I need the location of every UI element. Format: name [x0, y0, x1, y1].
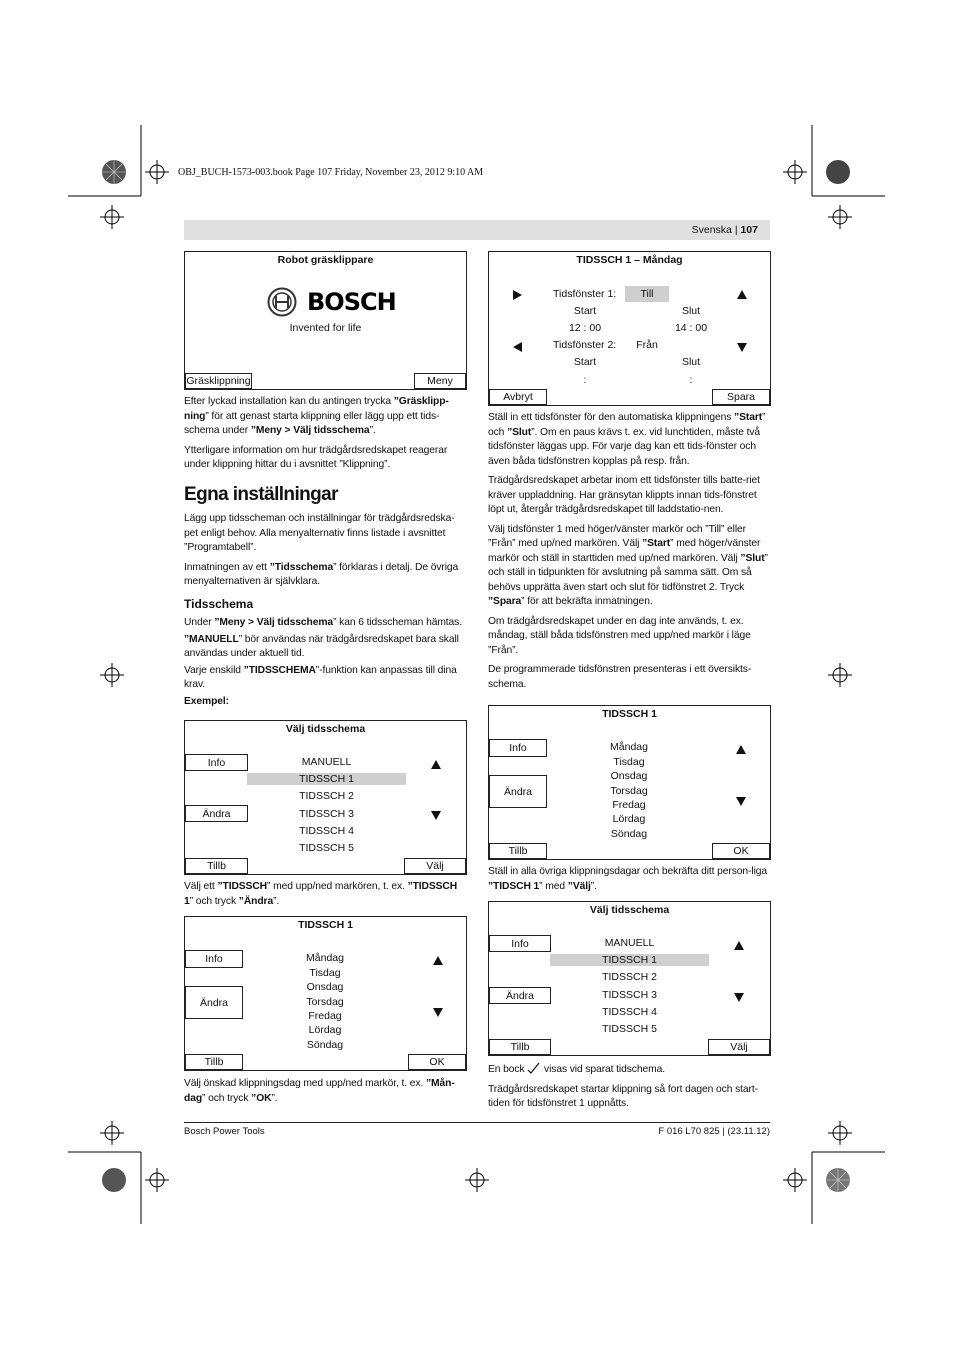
screen-title: TIDSSCH 1 [602, 708, 657, 720]
day-item[interactable]: Tisdag [309, 967, 341, 979]
day-item[interactable]: Lördag [308, 1024, 342, 1036]
list-item[interactable]: TIDSSCH 3 [299, 808, 354, 820]
save-button[interactable]: Spara [712, 389, 770, 405]
change-button[interactable]: Ändra [489, 775, 547, 808]
page-header-label: Svenska | 107 [691, 224, 758, 236]
slogan: Invented for life [289, 322, 362, 334]
list-item[interactable]: TIDSSCH 3 [602, 989, 657, 1001]
list-item[interactable]: TIDSSCH 4 [299, 825, 354, 837]
paragraph: Välj tidsfönster 1 med höger/vänster markör och ”Till” eller ”Från” med up/ned markören. Välj ”Start” med höger/vänster markör och ställ in starttiden med up/ned markören. Välj ”Slut” och ställ in tidpunkten för avslutning på samma sätt. Om så behövs upprätta även start och slut för tidfönstret 2. Tryck ”Spara” för att bekräfta inmatningen. [488, 523, 768, 607]
screen-select-schedule-saved [488, 901, 771, 1056]
list-item[interactable]: TIDSSCH 5 [602, 1023, 657, 1035]
day-item[interactable]: Fredag [612, 799, 646, 811]
window2-value[interactable]: Från [636, 339, 658, 351]
arrow-up-icon[interactable] [736, 745, 746, 754]
list-item[interactable]: TIDSSCH 4 [602, 1006, 657, 1018]
footer-rule [184, 1122, 770, 1123]
list-item[interactable]: TIDSSCH 2 [299, 790, 354, 802]
info-button[interactable]: Info [185, 950, 243, 968]
start-label-2: Start [573, 356, 597, 368]
mowing-button[interactable]: Gräsklippning [186, 375, 251, 387]
subsection-heading: Tidsschema [184, 597, 254, 611]
day-item[interactable]: Måndag [306, 952, 344, 964]
change-button[interactable]: Ändra [185, 805, 248, 822]
screen-title: TIDSSCH 1 [298, 919, 353, 931]
paragraph: Ställ in alla övriga klippningsdagar och bekräfta ditt person-liga ”TIDSCH 1” med ”Välj”. [488, 866, 768, 892]
arrow-up-icon[interactable] [431, 760, 441, 769]
change-button[interactable]: Ändra [185, 986, 243, 1019]
screen-title: Välj tidsschema [589, 904, 670, 916]
list-item[interactable]: MANUELL [604, 937, 655, 949]
day-item[interactable]: Söndag [306, 1039, 344, 1051]
language-label: Svenska [691, 224, 732, 236]
right-text-block-2 [488, 865, 772, 899]
screen-home [184, 251, 467, 390]
info-button[interactable]: Info [489, 739, 547, 757]
day-item[interactable]: Måndag [610, 741, 648, 753]
paragraph: Under ”Meny > Välj tidsschema” kan 6 tidsscheman hämtas. [184, 617, 462, 628]
left-text-block-3 [184, 616, 468, 714]
day-item[interactable]: Torsdag [610, 785, 648, 797]
back-button[interactable]: Tillb [489, 1039, 551, 1055]
left-text-block-1 [184, 395, 468, 478]
list-item-selected[interactable]: TIDSSCH 1 [247, 773, 406, 785]
arrow-up-icon[interactable] [737, 290, 747, 299]
day-item[interactable]: Tisdag [613, 756, 645, 768]
paragraph: Trädgårdsredskapet startar klippning så fort dagen och start-tiden för tidsfönstret 1 uppnåtts. [488, 1083, 758, 1109]
arrow-up-icon[interactable] [734, 941, 744, 950]
cancel-button[interactable]: Avbryt [489, 389, 547, 405]
page-number: 107 [740, 224, 758, 236]
list-item-selected[interactable]: TIDSSCH 1 [550, 954, 709, 966]
day-item[interactable]: Lördag [612, 813, 646, 825]
end-label-2: Slut [681, 356, 701, 368]
paragraph: Välj önskad klippningsdag med upp/ned markör, t. ex. ”Mån-dag” och tryck ”OK”. [184, 1078, 455, 1104]
paragraph: Trädgårdsredskapet arbetar inom ett tidsfönster tills batte-riet kräver uppladdning. Har gränsytan klippts innan tids-fönstret löpt ut, återgår trädgårdsredskapet till laddstatio-nen. [488, 475, 760, 515]
arrow-right-icon[interactable] [513, 290, 522, 300]
left-text-block-5 [184, 1077, 468, 1111]
end-time-2[interactable]: : [689, 374, 693, 386]
menu-button[interactable]: Meny [414, 373, 466, 389]
info-button[interactable]: Info [489, 935, 551, 952]
screen-title: TIDSSCH 1 – Måndag [576, 254, 683, 266]
ok-button[interactable]: OK [408, 1054, 466, 1070]
paragraph: Ställ in ett tidsfönster för den automatiska klippningens ”Start” och ”Slut”. Om en paus krävs t. ex. vid lunchtiden, måste två tidsfönster läggas upp. För varje dag kan ett tids-fönster och även båda tidsfönstren kopplas på resp. från. [488, 412, 766, 467]
select-button[interactable]: Välj [708, 1039, 770, 1055]
day-item[interactable]: Söndag [610, 828, 648, 840]
footer-right: F 016 L70 825 | (23.11.12) [658, 1126, 770, 1137]
window2-label: Tidsfönster 2: [553, 339, 617, 351]
day-item[interactable]: Onsdag [610, 770, 648, 782]
start-time[interactable]: 12 : 00 [568, 322, 602, 334]
paragraph: De programmerade tidsfönstren presenteras i ett översikts-schema. [488, 664, 752, 690]
end-label: Slut [681, 305, 701, 317]
paragraph: Efter lyckad installation kan du antingen trycka ”Gräsklipp-ning” för att genast starta klippning eller lägg upp ett tids-schema under ”Meny > Välj tidsschema”. [184, 396, 449, 436]
paragraph: En bock visas vid sparat tidschema. [488, 1064, 665, 1075]
start-time-2[interactable]: : [583, 374, 587, 386]
window1-value[interactable]: Till [625, 286, 669, 302]
info-button[interactable]: Info [185, 754, 248, 771]
bosch-logo [267, 287, 396, 317]
example-label: Exempel: [184, 695, 229, 707]
screen-title: Robot gräsklippare [277, 254, 374, 266]
window1-label: Tidsfönster 1: [553, 288, 617, 300]
back-button[interactable]: Tillb [185, 1054, 243, 1070]
day-item[interactable]: Torsdag [306, 996, 344, 1008]
arrow-down-icon[interactable] [737, 343, 747, 352]
screen-weekdays [184, 916, 467, 1071]
brand-name: BOSCH [307, 288, 396, 316]
paragraph: Lägg upp tidsscheman och inställningar för trädgårdsredska-pet enligt behov. Alla menyalternativ finns listade i avsnittet ”Programtabell”. [184, 513, 455, 553]
paragraph: ”MANUELL” bör användas när trädgårdsredskapet bara skall användas under aktuell tid. [184, 633, 459, 659]
paragraph: Välj ett ”TIDSSCH” med upp/ned markören, t. ex. ”TIDSSCH 1” och tryck ”Ändra”. [184, 881, 458, 907]
screen-select-schedule [184, 720, 467, 875]
arrow-down-icon[interactable] [433, 1008, 443, 1017]
checkmark-icon [527, 1062, 541, 1075]
arrow-left-icon[interactable] [513, 342, 522, 352]
back-button[interactable]: Tillb [185, 858, 248, 874]
page-header-bar [184, 220, 770, 240]
bosch-armature-icon [267, 287, 297, 317]
select-button[interactable]: Välj [404, 858, 466, 874]
day-item[interactable]: Onsdag [306, 981, 344, 993]
arrow-down-icon[interactable] [734, 993, 744, 1002]
left-text-block-2 [184, 512, 468, 595]
screen-title: Välj tidsschema [285, 723, 366, 735]
back-button[interactable]: Tillb [489, 843, 547, 859]
start-label: Start [573, 305, 597, 317]
footer-left: Bosch Power Tools [184, 1126, 265, 1137]
paragraph: Varje enskild ”TIDSSCHEMA”-funktion kan anpassas till dina krav. [184, 664, 457, 690]
day-item[interactable]: Fredag [308, 1010, 342, 1022]
list-item[interactable]: TIDSSCH 5 [299, 842, 354, 854]
end-time[interactable]: 14 : 00 [674, 322, 708, 334]
paragraph: Om trädgårdsredskapet under en dag inte används, t. ex. måndag, ställ båda tidsfönstren med upp/ned markör i läge ”Från”. [488, 615, 751, 656]
left-text-block-4 [184, 880, 468, 914]
arrow-down-icon[interactable] [736, 797, 746, 806]
list-item[interactable]: TIDSSCH 2 [602, 971, 657, 983]
file-info-line: OBJ_BUCH-1573-003.book Page 107 Friday, November 23, 2012 9:10 AM [178, 167, 484, 178]
arrow-up-icon[interactable] [433, 956, 443, 965]
screen-monday-time-windows [488, 251, 771, 406]
section-heading: Egna inställningar [184, 484, 338, 505]
list-item[interactable]: MANUELL [301, 756, 352, 768]
right-text-block-3 [488, 1062, 772, 1117]
paragraph: Inmatningen av ett ”Tidsschema” förklaras i detalj. De övriga menyalternativen är självklara. [184, 561, 459, 587]
arrow-down-icon[interactable] [431, 811, 441, 820]
screen-weekdays-overview [488, 705, 771, 860]
ok-button[interactable]: OK [712, 843, 770, 859]
paragraph: Ytterligare information om hur trädgårdsredskapet reagerar under klippning hittar du i avsnittet ”Klippning”. [184, 444, 448, 470]
right-text-block-1 [488, 411, 772, 697]
change-button[interactable]: Ändra [489, 987, 551, 1004]
